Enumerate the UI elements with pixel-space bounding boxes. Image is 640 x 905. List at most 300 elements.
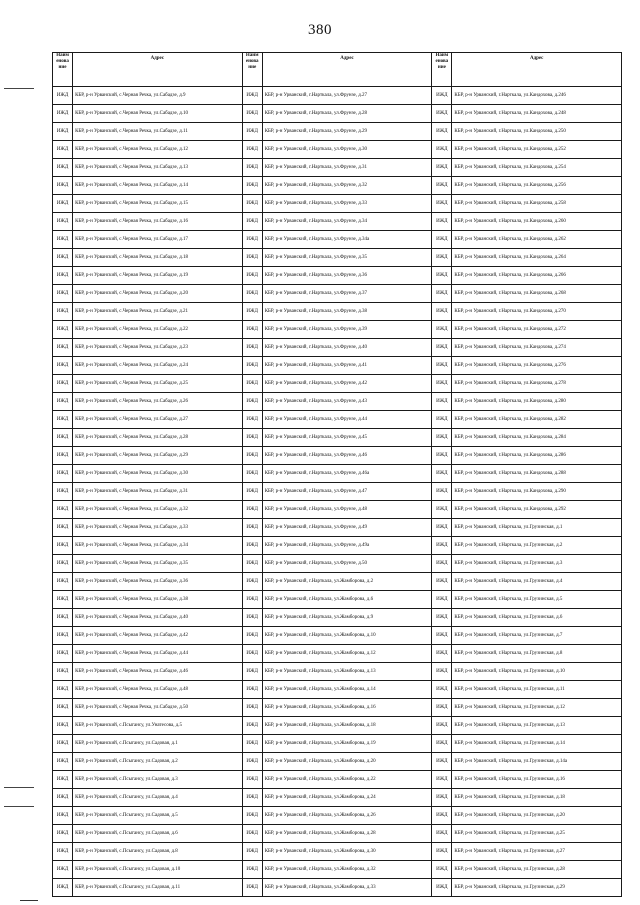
address-cell: КБР, р-н Урванский, с.Черная Речка, ул.Сабадзе, д.31 <box>73 483 243 501</box>
object-type-cell: ИЖД <box>242 879 262 897</box>
object-type-cell: ИЖД <box>53 303 73 321</box>
table-row <box>53 627 622 645</box>
address-cell: КБР, р-н Урванский, г.Нарткала, ул.Фрунзе, д.27 <box>262 87 432 105</box>
object-type-cell: ИЖД <box>242 357 262 375</box>
object-type-cell: ИЖД <box>242 213 262 231</box>
object-type-cell: ИЖД <box>53 465 73 483</box>
address-cell: КБР, р-н Урванский, г.Нарткала, ул.Жамборова, д.33 <box>262 879 432 897</box>
object-type-cell: ИЖД <box>53 699 73 717</box>
address-cell: КБР, р-н Урванский, г.Нарткала, ул.Грузинская, д.8 <box>452 645 622 663</box>
address-cell: КБР, р-н Урванский, г.Нарткала, ул.Грузинская, д.20 <box>452 807 622 825</box>
object-type-cell: ИЖД <box>432 483 452 501</box>
address-cell: КБР, р-н Урванский, с.Черная Речка, ул.Сабадзе, д.38 <box>73 591 243 609</box>
address-cell: КБР, р-н Урванский, г.Нарткала, ул.Жамборова, д.22 <box>262 771 432 789</box>
col-header-type: Наим енова ние <box>432 53 452 87</box>
object-type-cell: ИЖД <box>432 303 452 321</box>
object-type-cell: ИЖД <box>432 141 452 159</box>
address-cell: КБР, р-н Урванский, г.Нарткала, ул.Грузинская, д.1 <box>452 519 622 537</box>
table-row <box>53 771 622 789</box>
address-cell: КБР, р-н Урванский, с.Черная Речка, ул.Сабадзе, д.27 <box>73 411 243 429</box>
object-type-cell: ИЖД <box>53 159 73 177</box>
object-type-cell: ИЖД <box>53 429 73 447</box>
table-row <box>53 843 622 861</box>
object-type-cell: ИЖД <box>242 195 262 213</box>
object-type-cell: ИЖД <box>53 537 73 555</box>
object-type-cell: ИЖД <box>53 825 73 843</box>
object-type-cell: ИЖД <box>432 447 452 465</box>
object-type-cell: ИЖД <box>432 249 452 267</box>
table-row <box>53 879 622 897</box>
table-row <box>53 267 622 285</box>
object-type-cell: ИЖД <box>242 609 262 627</box>
table-body <box>53 87 622 897</box>
object-type-cell: ИЖД <box>53 861 73 879</box>
table-row <box>53 339 622 357</box>
object-type-cell: ИЖД <box>242 447 262 465</box>
address-cell: КБР, р-н Урванский, г.Нарткала, ул.Фрунзе, д.39 <box>262 321 432 339</box>
address-cell: КБР, р-н Урванский, г.Нарткала, ул.Кандохова, д.256 <box>452 177 622 195</box>
address-cell: КБР, р-н Урванский, г.Нарткала, ул.Жамборова, д.10 <box>262 627 432 645</box>
scan-margin-mark <box>4 88 34 89</box>
address-cell: КБР, р-н Урванский, г.Нарткала, ул.Фрунзе, д.47 <box>262 483 432 501</box>
address-cell: КБР, р-н Урванский, с.Черная Речка, ул.Сабадзе, д.48 <box>73 681 243 699</box>
object-type-cell: ИЖД <box>242 771 262 789</box>
table-row <box>53 429 622 447</box>
table-row <box>53 501 622 519</box>
object-type-cell: ИЖД <box>432 177 452 195</box>
address-cell: КБР, р-н Урванский, с.Черная Речка, ул.Сабадзе, д.16 <box>73 213 243 231</box>
col-header-type: Наим енова ние <box>242 53 262 87</box>
object-type-cell: ИЖД <box>432 231 452 249</box>
table-row <box>53 609 622 627</box>
table-row <box>53 411 622 429</box>
object-type-cell: ИЖД <box>242 411 262 429</box>
address-cell: КБР, р-н Урванский, г.Нарткала, ул.Грузинская, д.14 <box>452 735 622 753</box>
object-type-cell: ИЖД <box>242 519 262 537</box>
address-cell: КБР, р-н Урванский, г.Нарткала, ул.Фрунзе, д.35 <box>262 249 432 267</box>
object-type-cell: ИЖД <box>432 807 452 825</box>
table-row <box>53 123 622 141</box>
object-type-cell: ИЖД <box>432 717 452 735</box>
table-row <box>53 753 622 771</box>
object-type-cell: ИЖД <box>242 375 262 393</box>
address-cell: КБР, р-н Урванский, с.Черная Речка, ул.Сабадзе, д.40 <box>73 609 243 627</box>
object-type-cell: ИЖД <box>53 681 73 699</box>
address-cell: КБР, р-н Урванский, с.Черная Речка, ул.Сабадзе, д.17 <box>73 231 243 249</box>
address-cell: КБР, р-н Урванский, г.Нарткала, ул.Фрунзе, д.42 <box>262 375 432 393</box>
address-cell: КБР, р-н Урванский, с.Черная Речка, ул.Сабадзе, д.44 <box>73 645 243 663</box>
address-cell: КБР, р-н Урванский, г.Нарткала, ул.Грузинская, д.14а <box>452 753 622 771</box>
table-row <box>53 735 622 753</box>
address-cell: КБР, р-н Урванский, с.Черная Речка, ул.Сабадзе, д.30 <box>73 465 243 483</box>
address-cell: КБР, р-н Урванский, г.Нарткала, ул.Грузинская, д.7 <box>452 627 622 645</box>
address-cell: КБР, р-н Урванский, с.Черная Речка, ул.Сабадзе, д.42 <box>73 627 243 645</box>
object-type-cell: ИЖД <box>432 195 452 213</box>
object-type-cell: ИЖД <box>53 195 73 213</box>
object-type-cell: ИЖД <box>53 501 73 519</box>
object-type-cell: ИЖД <box>242 249 262 267</box>
address-cell: КБР, р-н Урванский, г.Нарткала, ул.Кандохова, д.266 <box>452 267 622 285</box>
object-type-cell: ИЖД <box>242 483 262 501</box>
object-type-cell: ИЖД <box>432 213 452 231</box>
object-type-cell: ИЖД <box>432 771 452 789</box>
object-type-cell: ИЖД <box>242 285 262 303</box>
address-cell: КБР, р-н Урванский, с.Псыгансу, ул.Садовая, д.8 <box>73 843 243 861</box>
object-type-cell: ИЖД <box>53 573 73 591</box>
address-cell: КБР, р-н Урванский, г.Нарткала, ул.Грузинская, д.13 <box>452 717 622 735</box>
table-row <box>53 555 622 573</box>
address-cell: КБР, р-н Урванский, с.Псыгансу, ул.Садовая, д.11 <box>73 879 243 897</box>
object-type-cell: ИЖД <box>242 465 262 483</box>
address-cell: КБР, р-н Урванский, с.Черная Речка, ул.Сабадзе, д.12 <box>73 141 243 159</box>
address-cell: КБР, р-н Урванский, г.Нарткала, ул.Фрунзе, д.33 <box>262 195 432 213</box>
object-type-cell: ИЖД <box>53 105 73 123</box>
object-type-cell: ИЖД <box>432 123 452 141</box>
object-type-cell: ИЖД <box>432 645 452 663</box>
object-type-cell: ИЖД <box>242 105 262 123</box>
table-row <box>53 213 622 231</box>
address-cell: КБР, р-н Урванский, с.Черная Речка, ул.Сабадзе, д.26 <box>73 393 243 411</box>
object-type-cell: ИЖД <box>432 465 452 483</box>
address-cell: КБР, р-н Урванский, г.Нарткала, ул.Жамборова, д.19 <box>262 735 432 753</box>
address-cell: КБР, р-н Урванский, с.Псыгансу, ул.Садовая, д.4 <box>73 789 243 807</box>
address-cell: КБР, р-н Урванский, г.Нарткала, ул.Кандохова, д.276 <box>452 357 622 375</box>
address-cell: КБР, р-н Урванский, г.Нарткала, ул.Кандохова, д.292 <box>452 501 622 519</box>
scan-margin-mark <box>4 787 34 788</box>
address-cell: КБР, р-н Урванский, г.Нарткала, ул.Жамборова, д.28 <box>262 825 432 843</box>
address-cell: КБР, р-н Урванский, г.Нарткала, ул.Кандохова, д.290 <box>452 483 622 501</box>
table-row <box>53 357 622 375</box>
table-row <box>53 249 622 267</box>
address-cell: КБР, р-н Урванский, г.Нарткала, ул.Жамборова, д.13 <box>262 663 432 681</box>
address-cell: КБР, р-н Урванский, г.Нарткала, ул.Жамборова, д.20 <box>262 753 432 771</box>
object-type-cell: ИЖД <box>242 717 262 735</box>
address-cell: КБР, р-н Урванский, с.Псыгансу, ул.Садовая, д.5 <box>73 807 243 825</box>
object-type-cell: ИЖД <box>242 159 262 177</box>
object-type-cell: ИЖД <box>242 339 262 357</box>
object-type-cell: ИЖД <box>242 303 262 321</box>
address-cell: КБР, р-н Урванский, с.Черная Речка, ул.Сабадзе, д.13 <box>73 159 243 177</box>
object-type-cell: ИЖД <box>242 123 262 141</box>
table-row <box>53 825 622 843</box>
address-cell: КБР, р-н Урванский, г.Нарткала, ул.Кандохова, д.284 <box>452 429 622 447</box>
address-cell: КБР, р-н Урванский, г.Нарткала, ул.Жамборова, д.16 <box>262 699 432 717</box>
address-cell: КБР, р-н Урванский, г.Нарткала, ул.Грузинская, д.25 <box>452 825 622 843</box>
object-type-cell: ИЖД <box>432 843 452 861</box>
address-cell: КБР, р-н Урванский, с.Черная Речка, ул.Сабадзе, д.28 <box>73 429 243 447</box>
address-cell: КБР, р-н Урванский, с.Черная Речка, ул.Сабадзе, д.36 <box>73 573 243 591</box>
address-cell: КБР, р-н Урванский, г.Нарткала, ул.Фрунзе, д.49 <box>262 519 432 537</box>
address-cell: КБР, р-н Урванский, с.Черная Речка, ул.Сабадзе, д.15 <box>73 195 243 213</box>
table-row <box>53 141 622 159</box>
address-cell: КБР, р-н Урванский, г.Нарткала, ул.Жамборова, д.18 <box>262 717 432 735</box>
address-cell: КБР, р-н Урванский, г.Нарткала, ул.Фрунзе, д.32 <box>262 177 432 195</box>
object-type-cell: ИЖД <box>242 699 262 717</box>
address-cell: КБР, р-н Урванский, г.Нарткала, ул.Грузинская, д.2 <box>452 537 622 555</box>
object-type-cell: ИЖД <box>53 141 73 159</box>
object-type-cell: ИЖД <box>432 375 452 393</box>
address-cell: КБР, р-н Урванский, г.Нарткала, ул.Жамборова, д.24 <box>262 789 432 807</box>
address-cell: КБР, р-н Урванский, г.Нарткала, ул.Кандохова, д.280 <box>452 393 622 411</box>
object-type-cell: ИЖД <box>242 177 262 195</box>
object-type-cell: ИЖД <box>53 411 73 429</box>
address-cell: КБР, р-н Урванский, г.Нарткала, ул.Кандохова, д.282 <box>452 411 622 429</box>
object-type-cell: ИЖД <box>242 825 262 843</box>
object-type-cell: ИЖД <box>53 753 73 771</box>
address-register-table <box>52 52 622 897</box>
table-row <box>53 231 622 249</box>
table-row <box>53 375 622 393</box>
address-cell: КБР, р-н Урванский, г.Нарткала, ул.Грузинская, д.16 <box>452 771 622 789</box>
object-type-cell: ИЖД <box>432 87 452 105</box>
page-number: 380 <box>308 22 332 38</box>
object-type-cell: ИЖД <box>53 771 73 789</box>
table-row <box>53 285 622 303</box>
object-type-cell: ИЖД <box>242 807 262 825</box>
object-type-cell: ИЖД <box>432 519 452 537</box>
table-row <box>53 447 622 465</box>
table-row <box>53 159 622 177</box>
address-cell: КБР, р-н Урванский, г.Нарткала, ул.Фрунзе, д.50 <box>262 555 432 573</box>
address-cell: КБР, р-н Урванский, г.Нарткала, ул.Грузинская, д.18 <box>452 789 622 807</box>
object-type-cell: ИЖД <box>53 357 73 375</box>
col-header-address: Адрес <box>73 53 243 87</box>
address-cell: КБР, р-н Урванский, г.Нарткала, ул.Кандохова, д.264 <box>452 249 622 267</box>
address-cell: КБР, р-н Урванский, с.Черная Речка, ул.Сабадзе, д.33 <box>73 519 243 537</box>
object-type-cell: ИЖД <box>53 123 73 141</box>
object-type-cell: ИЖД <box>242 789 262 807</box>
object-type-cell: ИЖД <box>242 735 262 753</box>
object-type-cell: ИЖД <box>242 429 262 447</box>
object-type-cell: ИЖД <box>432 321 452 339</box>
object-type-cell: ИЖД <box>242 321 262 339</box>
object-type-cell: ИЖД <box>53 843 73 861</box>
address-cell: КБР, р-н Урванский, с.Черная Речка, ул.Сабадзе, д.32 <box>73 501 243 519</box>
address-cell: КБР, р-н Урванский, г.Нарткала, ул.Грузинская, д.12 <box>452 699 622 717</box>
address-cell: КБР, р-н Урванский, г.Нарткала, ул.Жамборова, д.6 <box>262 591 432 609</box>
address-cell: КБР, р-н Урванский, г.Нарткала, ул.Грузинская, д.27 <box>452 843 622 861</box>
object-type-cell: ИЖД <box>53 483 73 501</box>
object-type-cell: ИЖД <box>432 627 452 645</box>
object-type-cell: ИЖД <box>432 105 452 123</box>
object-type-cell: ИЖД <box>242 393 262 411</box>
object-type-cell: ИЖД <box>432 555 452 573</box>
table-row <box>53 591 622 609</box>
address-cell: КБР, р-н Урванский, с.Псыгансу, ул.Садовая, д.6 <box>73 825 243 843</box>
address-cell: КБР, р-н Урванский, с.Черная Речка, ул.Сабадзе, д.22 <box>73 321 243 339</box>
address-cell: КБР, р-н Урванский, г.Нарткала, ул.Жамборова, д.30 <box>262 843 432 861</box>
object-type-cell: ИЖД <box>53 735 73 753</box>
address-cell: КБР, р-н Урванский, г.Нарткала, ул.Фрунзе, д.29 <box>262 123 432 141</box>
object-type-cell: ИЖД <box>242 573 262 591</box>
object-type-cell: ИЖД <box>432 357 452 375</box>
object-type-cell: ИЖД <box>432 429 452 447</box>
address-cell: КБР, р-н Урванский, г.Нарткала, ул.Фрунзе, д.36 <box>262 267 432 285</box>
object-type-cell: ИЖД <box>242 681 262 699</box>
object-type-cell: ИЖД <box>53 627 73 645</box>
address-cell: КБР, р-н Урванский, с.Псыгансу, ул.Садовая, д.2 <box>73 753 243 771</box>
col-header-address: Адрес <box>452 53 622 87</box>
object-type-cell: ИЖД <box>242 141 262 159</box>
object-type-cell: ИЖД <box>432 789 452 807</box>
object-type-cell: ИЖД <box>53 807 73 825</box>
table-header-row <box>53 53 622 87</box>
object-type-cell: ИЖД <box>432 825 452 843</box>
address-cell: КБР, р-н Урванский, г.Нарткала, ул.Фрунзе, д.46 <box>262 447 432 465</box>
address-cell: КБР, р-н Урванский, г.Нарткала, ул.Кандохова, д.250 <box>452 123 622 141</box>
object-type-cell: ИЖД <box>432 681 452 699</box>
address-cell: КБР, р-н Урванский, с.Псыгансу, ул.Унатесова, д.5 <box>73 717 243 735</box>
object-type-cell: ИЖД <box>432 537 452 555</box>
address-cell: КБР, р-н Урванский, г.Нарткала, ул.Грузинская, д.5 <box>452 591 622 609</box>
object-type-cell: ИЖД <box>242 591 262 609</box>
address-cell: КБР, р-н Урванский, г.Нарткала, ул.Фрунзе, д.30 <box>262 141 432 159</box>
object-type-cell: ИЖД <box>53 879 73 897</box>
address-cell: КБР, р-н Урванский, с.Черная Речка, ул.Сабадзе, д.23 <box>73 339 243 357</box>
address-cell: КБР, р-н Урванский, г.Нарткала, ул.Грузинская, д.29 <box>452 879 622 897</box>
address-cell: КБР, р-н Урванский, с.Черная Речка, ул.Сабадзе, д.46 <box>73 663 243 681</box>
address-cell: КБР, р-н Урванский, г.Нарткала, ул.Жамборова, д.2 <box>262 573 432 591</box>
address-cell: КБР, р-н Урванский, г.Нарткала, ул.Фрунзе, д.40 <box>262 339 432 357</box>
address-cell: КБР, р-н Урванский, г.Нарткала, ул.Кандохова, д.262 <box>452 231 622 249</box>
object-type-cell: ИЖД <box>53 321 73 339</box>
address-cell: КБР, р-н Урванский, с.Черная Речка, ул.Сабадзе, д.19 <box>73 267 243 285</box>
table-row <box>53 87 622 105</box>
address-cell: КБР, р-н Урванский, г.Нарткала, ул.Фрунзе, д.34 <box>262 213 432 231</box>
address-cell: КБР, р-н Урванский, с.Черная Речка, ул.Сабадзе, д.10 <box>73 105 243 123</box>
object-type-cell: ИЖД <box>53 789 73 807</box>
object-type-cell: ИЖД <box>53 663 73 681</box>
address-cell: КБР, р-н Урванский, г.Нарткала, ул.Фрунзе, д.44 <box>262 411 432 429</box>
address-cell: КБР, р-н Урванский, г.Нарткала, ул.Жамборова, д.12 <box>262 645 432 663</box>
object-type-cell: ИЖД <box>242 267 262 285</box>
object-type-cell: ИЖД <box>53 267 73 285</box>
object-type-cell: ИЖД <box>432 609 452 627</box>
col-header-address: Адрес <box>262 53 432 87</box>
address-cell: КБР, р-н Урванский, с.Черная Речка, ул.Сабадзе, д.50 <box>73 699 243 717</box>
object-type-cell: ИЖД <box>53 177 73 195</box>
object-type-cell: ИЖД <box>242 663 262 681</box>
table-row <box>53 303 622 321</box>
address-cell: КБР, р-н Урванский, г.Нарткала, ул.Кандохова, д.274 <box>452 339 622 357</box>
table-row <box>53 699 622 717</box>
address-cell: КБР, р-н Урванский, г.Нарткала, ул.Кандохова, д.270 <box>452 303 622 321</box>
address-cell: КБР, р-н Урванский, г.Нарткала, ул.Фрунзе, д.28 <box>262 105 432 123</box>
object-type-cell: ИЖД <box>53 591 73 609</box>
address-cell: КБР, р-н Урванский, г.Нарткала, ул.Грузинская, д.28 <box>452 861 622 879</box>
object-type-cell: ИЖД <box>53 375 73 393</box>
address-cell: КБР, р-н Урванский, г.Нарткала, ул.Грузинская, д.4 <box>452 573 622 591</box>
address-cell: КБР, р-н Урванский, г.Нарткала, ул.Кандохова, д.258 <box>452 195 622 213</box>
table-row <box>53 663 622 681</box>
object-type-cell: ИЖД <box>53 213 73 231</box>
address-cell: КБР, р-н Урванский, с.Черная Речка, ул.Сабадзе, д.24 <box>73 357 243 375</box>
address-cell: КБР, р-н Урванский, г.Нарткала, ул.Фрунзе, д.37 <box>262 285 432 303</box>
table-row <box>53 195 622 213</box>
object-type-cell: ИЖД <box>53 249 73 267</box>
table-row <box>53 681 622 699</box>
address-cell: КБР, р-н Урванский, г.Нарткала, ул.Фрунзе, д.46а <box>262 465 432 483</box>
address-cell: КБР, р-н Урванский, г.Нарткала, ул.Фрунзе, д.34а <box>262 231 432 249</box>
address-cell: КБР, р-н Урванский, г.Нарткала, ул.Фрунзе, д.43 <box>262 393 432 411</box>
address-cell: КБР, р-н Урванский, г.Нарткала, ул.Фрунзе, д.38 <box>262 303 432 321</box>
object-type-cell: ИЖД <box>432 159 452 177</box>
address-cell: КБР, р-н Урванский, с.Псыгансу, ул.Садовая, д.10 <box>73 861 243 879</box>
object-type-cell: ИЖД <box>242 645 262 663</box>
object-type-cell: ИЖД <box>53 231 73 249</box>
object-type-cell: ИЖД <box>53 285 73 303</box>
scan-edge-line <box>20 900 38 901</box>
object-type-cell: ИЖД <box>53 645 73 663</box>
table-row <box>53 465 622 483</box>
address-cell: КБР, р-н Урванский, с.Черная Речка, ул.Сабадзе, д.21 <box>73 303 243 321</box>
object-type-cell: ИЖД <box>432 393 452 411</box>
object-type-cell: ИЖД <box>53 447 73 465</box>
address-cell: КБР, р-н Урванский, г.Нарткала, ул.Кандохова, д.252 <box>452 141 622 159</box>
table-row <box>53 537 622 555</box>
address-cell: КБР, р-н Урванский, с.Черная Речка, ул.Сабадзе, д.18 <box>73 249 243 267</box>
address-cell: КБР, р-н Урванский, г.Нарткала, ул.Кандохова, д.268 <box>452 285 622 303</box>
object-type-cell: ИЖД <box>242 87 262 105</box>
address-cell: КБР, р-н Урванский, г.Нарткала, ул.Жамборова, д.26 <box>262 807 432 825</box>
address-cell: КБР, р-н Урванский, г.Нарткала, ул.Фрунзе, д.48 <box>262 501 432 519</box>
object-type-cell: ИЖД <box>432 267 452 285</box>
object-type-cell: ИЖД <box>53 393 73 411</box>
address-cell: КБР, р-н Урванский, г.Нарткала, ул.Кандохова, д.286 <box>452 447 622 465</box>
address-cell: КБР, р-н Урванский, с.Черная Речка, ул.Сабадзе, д.34 <box>73 537 243 555</box>
col-header-type: Наим енова ние <box>53 53 73 87</box>
table-row <box>53 393 622 411</box>
address-cell: КБР, р-н Урванский, г.Нарткала, ул.Кандохова, д.288 <box>452 465 622 483</box>
address-cell: КБР, р-н Урванский, г.Нарткала, ул.Кандохова, д.248 <box>452 105 622 123</box>
table-row <box>53 717 622 735</box>
object-type-cell: ИЖД <box>242 501 262 519</box>
address-cell: КБР, р-н Урванский, г.Нарткала, ул.Кандохова, д.246 <box>452 87 622 105</box>
address-cell: КБР, р-н Урванский, г.Нарткала, ул.Жамборова, д.32 <box>262 861 432 879</box>
object-type-cell: ИЖД <box>432 735 452 753</box>
object-type-cell: ИЖД <box>242 537 262 555</box>
address-cell: КБР, р-н Урванский, с.Черная Речка, ул.Сабадзе, д.35 <box>73 555 243 573</box>
object-type-cell: ИЖД <box>432 879 452 897</box>
object-type-cell: ИЖД <box>53 609 73 627</box>
address-cell: КБР, р-н Урванский, с.Черная Речка, ул.Сабадзе, д.9 <box>73 87 243 105</box>
address-cell: КБР, р-н Урванский, с.Псыгансу, ул.Садовая, д.3 <box>73 771 243 789</box>
object-type-cell: ИЖД <box>53 339 73 357</box>
table-row <box>53 807 622 825</box>
table-row <box>53 483 622 501</box>
address-cell: КБР, р-н Урванский, г.Нарткала, ул.Грузинская, д.3 <box>452 555 622 573</box>
object-type-cell: ИЖД <box>53 87 73 105</box>
object-type-cell: ИЖД <box>432 285 452 303</box>
object-type-cell: ИЖД <box>53 717 73 735</box>
table-row <box>53 321 622 339</box>
address-cell: КБР, р-н Урванский, с.Черная Речка, ул.Сабадзе, д.11 <box>73 123 243 141</box>
address-cell: КБР, р-н Урванский, с.Черная Речка, ул.Сабадзе, д.14 <box>73 177 243 195</box>
table-row <box>53 177 622 195</box>
address-cell: КБР, р-н Урванский, с.Черная Речка, ул.Сабадзе, д.29 <box>73 447 243 465</box>
object-type-cell: ИЖД <box>432 663 452 681</box>
object-type-cell: ИЖД <box>242 555 262 573</box>
address-cell: КБР, р-н Урванский, г.Нарткала, ул.Фрунзе, д.45 <box>262 429 432 447</box>
object-type-cell: ИЖД <box>242 627 262 645</box>
object-type-cell: ИЖД <box>432 699 452 717</box>
table-row <box>53 645 622 663</box>
table-row <box>53 789 622 807</box>
scan-margin-mark <box>4 806 34 807</box>
object-type-cell: ИЖД <box>242 843 262 861</box>
table-row <box>53 861 622 879</box>
address-cell: КБР, р-н Урванский, г.Нарткала, ул.Фрунзе, д.41 <box>262 357 432 375</box>
